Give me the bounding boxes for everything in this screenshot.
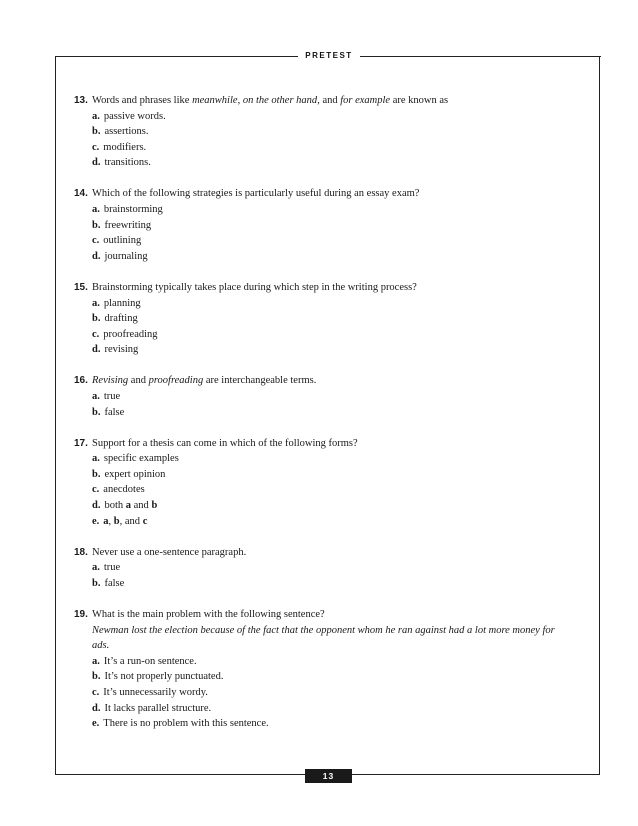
questions-list bbox=[74, 93, 574, 747]
option-letter: e. bbox=[92, 718, 100, 730]
option-ref-bold: b bbox=[113, 515, 120, 527]
option-c[interactable] bbox=[74, 233, 574, 249]
option-ref-bold: a bbox=[103, 515, 109, 527]
option-a[interactable] bbox=[74, 560, 574, 576]
option-text: transitions. bbox=[104, 157, 151, 169]
option-text: It lacks parallel structure. bbox=[104, 702, 212, 714]
option-c[interactable] bbox=[74, 327, 574, 343]
stem-italic: Revising bbox=[92, 375, 129, 387]
option-b[interactable] bbox=[74, 124, 574, 140]
question-17 bbox=[74, 436, 574, 530]
option-letter: b. bbox=[92, 671, 101, 683]
option-ref-bold: b bbox=[151, 500, 158, 512]
option-b[interactable] bbox=[74, 311, 574, 327]
stem-text: and bbox=[128, 375, 149, 387]
stem-text: Support for a thesis can come in which of the following forms? bbox=[92, 437, 358, 449]
option-b[interactable] bbox=[74, 218, 574, 234]
option-letter: b. bbox=[92, 219, 101, 231]
option-d[interactable] bbox=[74, 249, 574, 265]
option-text: anecdotes bbox=[103, 484, 145, 496]
option-letter: b. bbox=[92, 577, 101, 589]
question-18 bbox=[74, 545, 574, 592]
stem-text: , and bbox=[317, 95, 341, 106]
stem-text: are known as bbox=[390, 95, 449, 106]
option-text: brainstorming bbox=[103, 204, 163, 216]
stem-text: Which of the following strategies is particularly useful during an essay exam? bbox=[92, 188, 420, 200]
option-letter: d. bbox=[92, 702, 101, 714]
header-rule-left bbox=[55, 56, 298, 57]
option-text: both bbox=[104, 500, 126, 512]
option-letter: a. bbox=[92, 655, 100, 667]
option-text: modifiers. bbox=[103, 141, 147, 153]
question-number: 14. bbox=[74, 188, 88, 200]
option-c[interactable] bbox=[74, 140, 574, 156]
option-a[interactable] bbox=[74, 109, 574, 125]
option-b[interactable] bbox=[74, 405, 574, 421]
option-text: It’s a run-on sentence. bbox=[103, 655, 197, 667]
question-stem bbox=[74, 186, 574, 202]
option-text: planning bbox=[103, 297, 141, 309]
option-d[interactable] bbox=[74, 701, 574, 717]
stem-italic: on the other hand bbox=[242, 95, 318, 106]
question-stem bbox=[74, 280, 574, 296]
option-letter: d. bbox=[92, 250, 101, 262]
option-text: outlining bbox=[103, 235, 142, 247]
option-letter: d. bbox=[92, 500, 101, 512]
option-text: It’s unnecessarily wordy. bbox=[103, 687, 208, 698]
option-text: true bbox=[103, 562, 121, 574]
option-letter: c. bbox=[92, 235, 100, 247]
stem-text: What is the main problem with the following sentence? bbox=[92, 609, 325, 621]
option-text: , and bbox=[119, 515, 143, 527]
question-number: 13. bbox=[74, 95, 88, 106]
question-15 bbox=[74, 280, 574, 358]
option-a[interactable] bbox=[74, 654, 574, 670]
option-letter: b. bbox=[92, 313, 101, 325]
question-number: 17. bbox=[74, 437, 88, 449]
option-letter: d. bbox=[92, 157, 101, 169]
question-stem bbox=[74, 373, 574, 389]
option-letter: a. bbox=[92, 297, 100, 309]
option-c[interactable] bbox=[74, 685, 574, 701]
option-a[interactable] bbox=[74, 451, 574, 467]
stem-italic: proofreading bbox=[148, 375, 204, 387]
option-d[interactable] bbox=[74, 498, 574, 514]
stem-text: Never use a one-sentence paragraph. bbox=[92, 546, 247, 558]
option-ref-bold: a bbox=[125, 500, 132, 512]
stem-italic: meanwhile bbox=[192, 95, 238, 106]
option-letter: a. bbox=[92, 204, 100, 216]
question-13 bbox=[74, 93, 574, 171]
option-text: false bbox=[104, 577, 125, 589]
question-stem bbox=[74, 436, 574, 452]
option-ref-bold: c bbox=[142, 515, 148, 527]
option-letter: b. bbox=[92, 406, 101, 418]
stem-text: Words and phrases like bbox=[92, 95, 193, 106]
option-text: drafting bbox=[104, 313, 138, 325]
option-text: It’s not properly punctuated. bbox=[104, 671, 224, 683]
option-text: false bbox=[104, 406, 125, 418]
option-letter: a. bbox=[92, 562, 100, 574]
option-letter: b. bbox=[92, 468, 101, 480]
sample-sentence: Newman lost the election because of the fact that the opponent whom he ran against had a lot more money for ads. bbox=[92, 624, 555, 652]
question-14 bbox=[74, 186, 574, 264]
header-rule-right bbox=[360, 56, 601, 57]
option-text: proofreading bbox=[103, 328, 158, 340]
stem-text: are interchangeable terms. bbox=[203, 375, 317, 387]
option-text: There is no problem with this sentence. bbox=[103, 718, 269, 730]
stem-italic: for example bbox=[340, 95, 391, 106]
question-number: 15. bbox=[74, 281, 88, 293]
question-stem bbox=[74, 545, 574, 561]
question-number: 18. bbox=[74, 546, 88, 558]
option-letter: a. bbox=[92, 391, 100, 402]
option-e[interactable] bbox=[74, 716, 574, 732]
option-b[interactable] bbox=[74, 669, 574, 685]
option-text: journaling bbox=[104, 250, 148, 262]
option-a[interactable] bbox=[74, 389, 574, 405]
option-d[interactable] bbox=[74, 155, 574, 171]
option-a[interactable] bbox=[74, 202, 574, 218]
option-text: , bbox=[108, 515, 114, 527]
option-letter: c. bbox=[92, 141, 100, 153]
option-c[interactable] bbox=[74, 482, 574, 498]
option-letter: e. bbox=[92, 515, 100, 527]
page-number: 13 bbox=[305, 769, 352, 783]
option-text: specific examples bbox=[103, 453, 179, 465]
option-text: expert opinion bbox=[104, 468, 166, 480]
question-16 bbox=[74, 373, 574, 420]
option-letter: c. bbox=[92, 687, 100, 698]
question-stem bbox=[74, 607, 574, 623]
option-text: and bbox=[131, 500, 152, 512]
option-letter: c. bbox=[92, 328, 100, 340]
option-text: revising bbox=[104, 344, 139, 356]
section-header: PRETEST bbox=[298, 50, 360, 62]
option-text: true bbox=[103, 391, 121, 402]
option-text: assertions. bbox=[104, 126, 149, 138]
option-e[interactable] bbox=[74, 514, 574, 530]
question-19 bbox=[74, 607, 574, 732]
option-letter: a. bbox=[92, 453, 100, 465]
stem-text: , bbox=[237, 95, 243, 106]
option-b[interactable] bbox=[74, 576, 574, 592]
question-stem bbox=[74, 93, 574, 109]
option-text: freewriting bbox=[104, 219, 152, 231]
option-letter: b. bbox=[92, 126, 101, 138]
question-number: 19. bbox=[74, 609, 88, 621]
option-text: passive words. bbox=[103, 110, 166, 122]
question-number: 16. bbox=[74, 375, 88, 387]
option-a[interactable] bbox=[74, 296, 574, 312]
option-letter: a. bbox=[92, 110, 100, 122]
stem-text: Brainstorming typically takes place during which step in the writing process? bbox=[92, 281, 417, 293]
option-letter: d. bbox=[92, 344, 101, 356]
option-letter: c. bbox=[92, 484, 100, 496]
option-b[interactable] bbox=[74, 467, 574, 483]
option-d[interactable] bbox=[74, 342, 574, 358]
